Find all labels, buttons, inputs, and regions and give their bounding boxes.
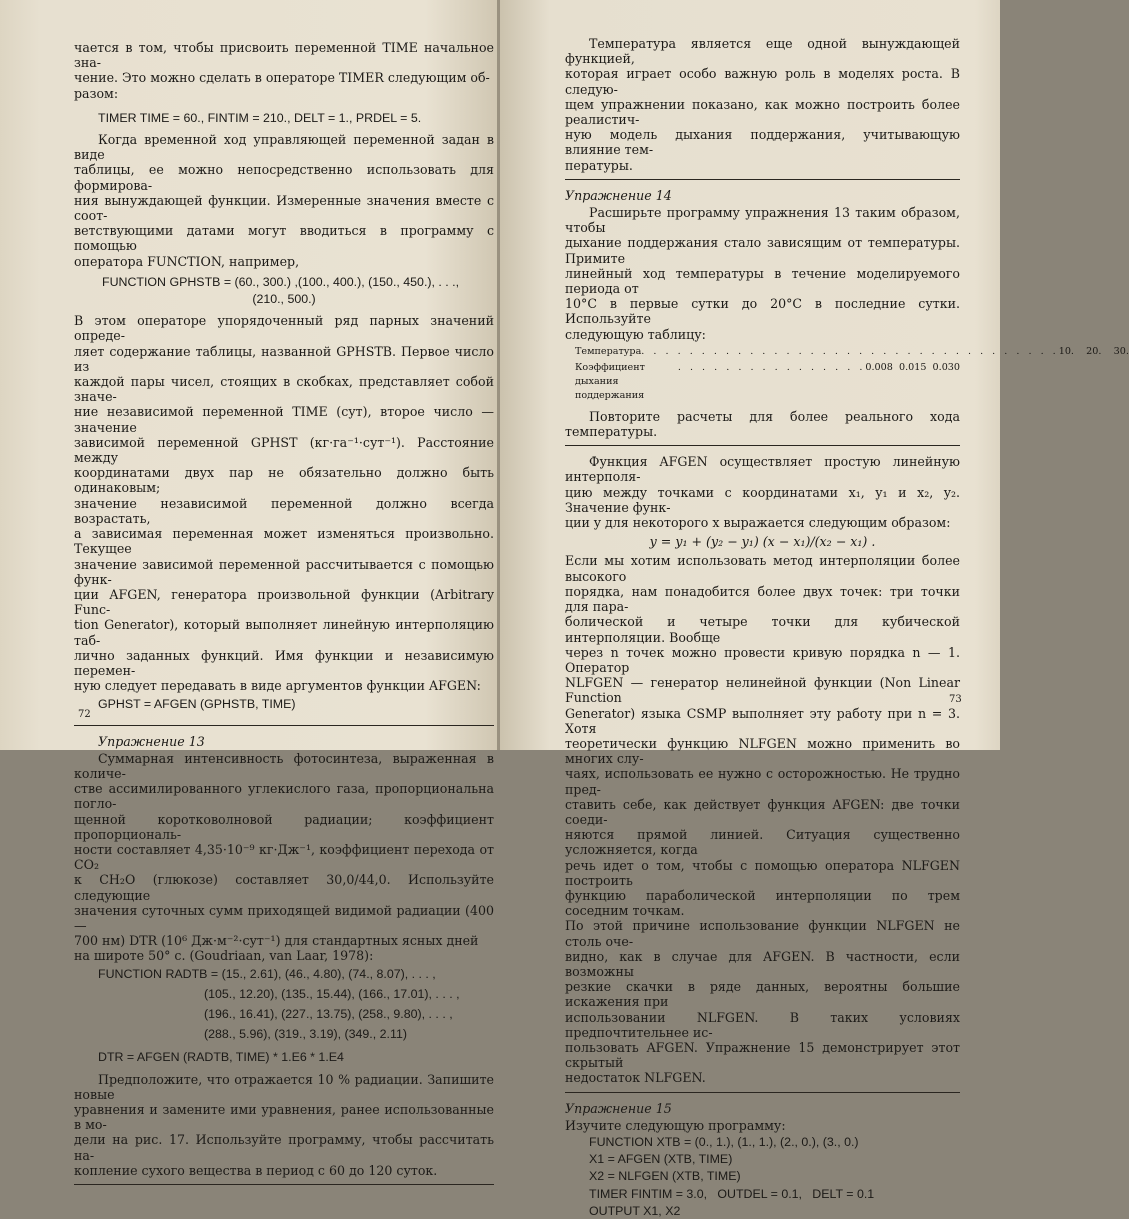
nlfgen-line-1: Если мы хотим использовать метод интерполяции более высокого [565, 553, 960, 584]
right-column [565, 36, 1129, 1219]
exercise14-title: Упражнение 14 [565, 187, 672, 203]
page-number-right: 73 [949, 694, 962, 705]
x1-statement: X1 = AFGEN (XTB, TIME) [589, 1152, 733, 1167]
exercise13-title: Упражнение 13 [98, 733, 205, 749]
function-paragraph-line-3: ния вынуждающей функции. Измеренные значения вместе с соот- [74, 192, 494, 224]
nlfgen-line-9: ставить себе, как действует функция AFGEN: две точки соеди- [565, 796, 960, 827]
intro-line-1: Температура является еще одной вынуждающей функцией, [565, 36, 960, 67]
afgen-line-1: Функция AFGEN осуществляет простую линейную интерполя- [565, 454, 960, 485]
function-paragraph-line-2: таблицы, ее можно непосредственно использовать для формирова- [74, 162, 494, 193]
xtb-statement: FUNCTION XTB = (0., 1.), (1., 1.), (2., 0.), (3., 0.) [589, 1135, 859, 1149]
gphstb-paragraph-line-2: ляет содержание таблицы, названной GPHSTB. Первое число из [74, 343, 494, 374]
gphstb-paragraph-line-9: значение зависимой переменной рассчитывается с помощью функ- [74, 556, 494, 587]
intro-line-4: ную модель дыхания поддержания, учитывающую влияние тем- [565, 127, 960, 158]
exercise13-line-4: ности составляет 4,35·10⁻⁹ кг·Дж⁻¹, коэффициент перехода от CO₂ [74, 841, 494, 873]
exercise13-line-5: к CH₂O (глюкозе) составляет 30,0/44,0. Используйте следующие [74, 872, 494, 903]
top-paragraph-line-1: чается в том, чтобы присвоить переменной TIME начальное зна- [74, 40, 494, 71]
gphstb-paragraph-line-13: ную следует передавать в виде аргументов функции AFGEN: [74, 678, 481, 694]
nlfgen-line-16: использовании NLFGEN. В таких условиях предпочтительнее ис- [565, 1009, 960, 1040]
temperature-table-row [575, 345, 1129, 359]
gphstb-paragraph-line-8: а зависимая переменная может изменяться произвольно. Текущее [74, 526, 494, 557]
nlfgen-line-13: По этой причине использование функции NLFGEN не столь оче- [565, 918, 960, 949]
x2-statement: X2 = NLFGEN (XTB, TIME) [589, 1169, 741, 1184]
gphstb-paragraph-line-7: значение независимой переменной должно всегда возрастать, [74, 495, 494, 526]
function-paragraph-line-5: оператора FUNCTION, например, [74, 253, 300, 269]
gphstb-paragraph-line-5: зависимой переменной GPHST (кг·га⁻¹·сут⁻¹). Расстояние между [74, 434, 494, 466]
gphstb-paragraph-line-11: tion Generator), который выполняет линейную интерполяцию таб- [74, 617, 494, 648]
gphstb-paragraph-line-3: каждой пары чисел, стоящих в скобках, представляет собой значе- [74, 374, 494, 405]
nlfgen-line-3: болической и четыре точки для кубической интерполяции. Вообще [565, 614, 960, 645]
gphstb-paragraph-line-10: ции AFGEN, генератора произвольной функции (Arbitrary Func- [74, 586, 494, 618]
nlfgen-line-7: теоретически функцию NLFGEN можно применить во многих слу- [565, 735, 960, 767]
nlfgen-line-5: NLFGEN — генератор нелинейной функции (Non Linear Function [565, 675, 960, 706]
exercise14-top-rule [565, 179, 960, 180]
exercise15-top-rule [565, 1092, 960, 1093]
nlfgen-line-18: недостаток NLFGEN. [565, 1070, 706, 1086]
function-paragraph-line-1: Когда временной ход управляющей переменной задан в виде [74, 132, 494, 163]
gphstb-paragraph-line-1: В этом операторе упорядоченный ряд парных значений опреде- [74, 313, 494, 344]
leader-dots: . . . . . . . . . . . . . . . . [677, 361, 866, 373]
output-statement: OUTPUT X1, X2 [589, 1203, 681, 1218]
nlfgen-line-17: пользовать AFGEN. Упражнение 15 демонстрирует этот скрытый [565, 1039, 960, 1071]
temperature-label: Температура [575, 345, 642, 357]
function-gphstb-line-2: (210., 500.) [252, 292, 316, 307]
exercise14-line-2: дыхание поддержания стало зависящим от температуры. Примите [565, 235, 960, 266]
exercise14-line-1: Расширьте программу упражнения 13 таким образом, чтобы [565, 205, 960, 236]
function-paragraph-line-4: ветствующими датами могут вводиться в программу с помощью [74, 223, 494, 254]
exercise14-line-4: 10°С в первые сутки до 20°С в последние сутки. Используйте [565, 296, 960, 327]
nlfgen-line-15: резкие скачки в ряде данных, вероятны большие искажения при [565, 979, 960, 1010]
radtb-line-1: FUNCTION RADTB = (15., 2.61), (46., 4.80), (74., 8.07), . . . , [98, 966, 436, 981]
intro-line-2: которая играет особо важную роль в моделях роста. В следую- [565, 66, 960, 97]
radtb-line-2: (105., 12.20), (135., 15.44), (166., 17.01), . . . , [204, 986, 460, 1001]
left-page [0, 0, 500, 1178]
nlfgen-line-2: порядка, нам понадобится более двух точек: три точки для пара- [565, 583, 960, 615]
afgen-line-3: ции y для некоторого x выражается следующим образом: [565, 515, 951, 531]
temperature-values: 10. 20. 30. [1058, 345, 1129, 357]
top-paragraph-line-3: разом: [74, 85, 119, 101]
exercise13-closing-line-2: уравнения и замените ими уравнения, ранее использованные в мо- [74, 1102, 494, 1133]
nlfgen-line-14: видно, как в случае для AFGEN. В частности, если возможны [565, 948, 960, 979]
nlfgen-line-4: через n точек можно провести кривую порядка n — 1. Оператор [565, 644, 960, 675]
afgen-line-2: цию между точками с координатами x₁, y₁ и x₂, y₂. Значение функ- [565, 484, 960, 515]
nlfgen-line-6: Generator) языка CSMP выполняет эту работу при n = 3. Хотя [565, 705, 960, 736]
exercise13-closing-line-1: Предположите, что отражается 10 % радиации. Запишите новые [74, 1071, 494, 1102]
exercise13-line-6: значения суточных сумм приходящей видимой радиации (400— [74, 902, 494, 933]
dtr-statement: DTR = AFGEN (RADTB, TIME) * 1.E6 * 1.E4 [98, 1050, 344, 1065]
radtb-line-4: (288., 5.96), (319., 3.19), (349., 2.11) [204, 1027, 407, 1042]
respiration-values: 0.008 0.015 0.030 [865, 361, 960, 373]
nlfgen-line-11: речь идет о том, чтобы с помощью оператора NLFGEN построить [565, 857, 960, 888]
exercise13-line-7: 700 нм) DTR (10⁶ Дж·м⁻²·сут⁻¹) для стандартных ясных дней [74, 933, 479, 949]
page-number-left: 72 [78, 709, 91, 720]
left-column [74, 40, 494, 1193]
exercise13-bottom-rule [74, 1184, 494, 1185]
exercise13-line-8: на широте 50° с. (Goudriaan, van Laar, 1978): [74, 948, 374, 964]
gphstb-paragraph-line-12: лично заданных функций. Имя функции и независимую перемен- [74, 647, 494, 678]
nlfgen-line-12: функцию параболической интерполяции по трем соседним точкам. [565, 887, 960, 919]
exercise13-closing-line-4: копление сухого вещества в период с 60 до 120 суток. [74, 1162, 438, 1178]
exercise13-line-3: щенной коротковолновой радиации; коэффициент пропорциональ- [74, 811, 494, 842]
respiration-label: Коэффициент дыхания поддержания [575, 361, 645, 401]
exercise15-title: Упражнение 15 [565, 1100, 672, 1116]
intro-line-5: пературы. [565, 157, 633, 173]
gphstb-paragraph-line-4: ние независимой переменной TIME (сут), второе число — значение [74, 404, 494, 435]
radtb-line-3: (196., 16.41), (227., 13.75), (258., 9.80), . . . , [204, 1006, 453, 1021]
leader-dots: . . . . . . . . . . . . . . . . . . . . . . . . . . . . . . . . . . . [641, 345, 1059, 357]
nlfgen-line-10: няются прямой линией. Ситуация существенно усложняется, когда [565, 827, 960, 858]
exercise14-closing: Повторите расчеты для более реального хода температуры. [565, 408, 960, 440]
function-gphstb-line-1: FUNCTION GPHSTB = (60., 300.) ,(100., 400.), (150., 450.), . . ., [102, 274, 460, 289]
intro-line-3: щем упражнении показано, как можно построить более реалистич- [565, 96, 960, 128]
exercise13-closing-line-3: дели на рис. 17. Используйте программу, чтобы рассчитать на- [74, 1132, 494, 1163]
exercise14-bottom-rule [565, 445, 960, 446]
top-paragraph-line-2: чение. Это можно сделать в операторе TIMER следующим об- [74, 70, 490, 86]
exercise13-line-1: Суммарная интенсивность фотосинтеза, выраженная в количе- [74, 750, 494, 781]
exercise13-top-rule [74, 725, 494, 726]
exercise14-line-3: линейный ход температуры в течение моделируемого периода от [565, 265, 960, 297]
exercise13-line-2: стве ассимилированного углекислого газа, пропорциональна погло- [74, 781, 494, 812]
gphstb-paragraph-line-6: координатами двух пар не обязательно должно быть одинаковым; [74, 465, 494, 496]
gphst-statement: GPHST = AFGEN (GPHSTB, TIME) [98, 697, 296, 712]
timer-statement: TIMER TIME = 60., FINTIM = 210., DELT = 1., PRDEL = 5. [98, 110, 422, 125]
nlfgen-line-8: чаях, использовать ее нужно с осторожностью. Не трудно пред- [565, 766, 960, 797]
exercise14-line-5: следующую таблицу: [565, 326, 706, 342]
interpolation-formula: y = y₁ + (y₂ − y₁) (x − x₁)/(x₂ − x₁) . [649, 534, 876, 550]
respiration-table-row [575, 361, 960, 403]
exercise15-lead: Изучите следующую программу: [565, 1117, 786, 1133]
timer-fintim-statement: TIMER FINTIM = 3.0, OUTDEL = 0.1, DELT = 0.1 [589, 1186, 875, 1201]
